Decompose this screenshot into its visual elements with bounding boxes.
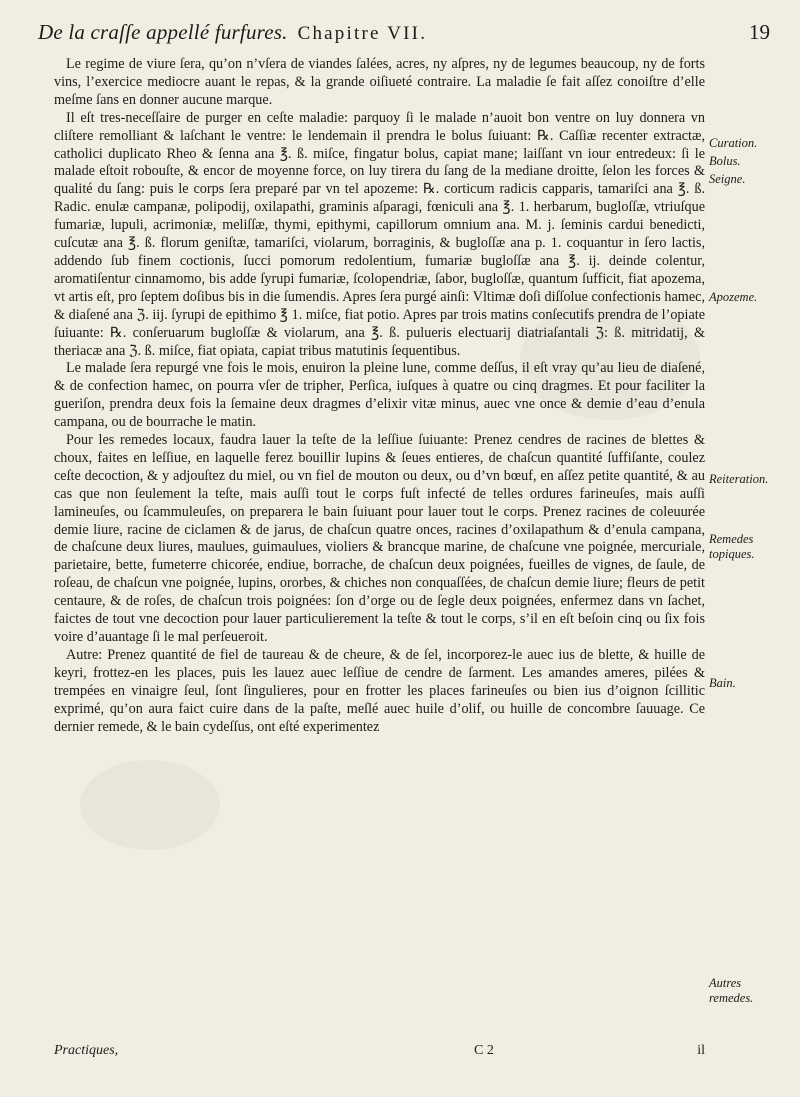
paragraph-other-remedies: Autre: Prenez quantité de fiel de taureau & de cheure, & de ſel, incorporez-le auec ius de blette, & huille de keyri, frottez-en les places, puis les lauez auec leſſiue de cendre de ſarment. Les amandes ameres, pilées & trempées en vinaigre ſeul, ſont ſingulieres, pour en frotter les places farineuſes ou bien ius d’oignon ſcillitic exprimé, qu’on aura faict cuire dans de la paſte, meſlé auec huile d’olif, ou huille de concombre ſauuage. Ce dernier remede, & le bain cydeſſus, ont eſté experimentez [54, 646, 705, 735]
paragraph-regime: Le regime de viure ſera, qu’on n’vſera de viandes ſalées, acres, ny aſpres, ny de legumes beaucoup, ny de forts vins, l’exercice mediocre auant le repas, & la grande oiſiueté contraire. La maladie ſe fait aſſez conoiſtre d’elle meſme ſans en donner aucune marque. [54, 56, 705, 108]
signature-mark: C 2 [474, 1043, 494, 1058]
margin-note-bolus: Bolus. [709, 154, 741, 168]
main-text [54, 56, 705, 736]
chapter-heading: Chapitre VII. [297, 23, 428, 44]
margin-note-apozeme: Apozeme. [709, 290, 758, 304]
margin-note-reiteration: Reiteration. [709, 472, 769, 486]
margin-note-remedes-topiques: Remedes topiques. [709, 532, 755, 561]
page-number: 19 [749, 20, 770, 44]
page-header [30, 12, 780, 46]
page-footer [54, 1043, 705, 1061]
footer-catchword-right: il [697, 1043, 705, 1058]
paragraph-reiteration: Le malade ſera repurgé vne fois le mois, enuiron la pleine lune, comme deſſus, il eſt vray qu’au lieu de diaſené, & de confection hamec, on pourra vſer de tripher, Perſica, iuſques à quatre ou cinq dragmes. Et pour faciliter la gueriſon, prendra deux fois la ſemaine deux dragmes d’elixir vitæ minus, auec vne once & demie d’eau d’enula campana, ou de bourrache le matin. [54, 360, 705, 431]
paper-stain [80, 760, 220, 850]
margin-note-seigne: Seigne. [709, 172, 746, 186]
running-title [38, 20, 427, 45]
running-title-text: De la craſſe appellé furfures. [38, 20, 288, 44]
footer-catchword-left: Practiques, [54, 1043, 119, 1058]
margin-note-bain: Bain. [709, 676, 736, 690]
margin-note-autres-remedes: Autres remedes. [709, 976, 754, 1005]
paragraph-purgation: Il eſt tres-neceſſaire de purger en ceſte maladie: parquoy ſi le malade n’auoit bon ventre on luy donnera vn cliſtere remolliant & laſchant le ventre: le lendemain il prendra le bolus ſuiuant: ℞. Caſſiæ recenter extractæ, catholici duplicato Rheo & ſenna ana ℥. ß. miſce, fingatur bolus, capiat mane; laiſſant vn iour entredeux: ſi le malade eſtoit robouſte, & encor de moyenne force, on luy tirera du ſang de la mediane droitte, ſelon les forces & qualité du ſang: puis le corps ſera preparé par vn tel apozeme: ℞. corticum radicis capparis, tamariſci ana ℥. ß. Radic. enulæ campanæ, polipodij, oxilapathi, graminis aſparagi, fœniculi ana ℥. 1. herbarum, bugloſſæ, vtriuſque fumariæ, lupuli, acrimoniæ, meliſſæ, thymi, epithymi, capillorum omnium ana. M. j. ſeminis cardui benedicti, cuſcutæ ana ℥. ß. florum geniſtæ, tamariſci, violarum, borraginis, & bugloſſæ ana p. 1. coquantur in ſero lactis, addendo ſub finem coctionis, ſucci pomorum redolentium, fumariæ bugloſſæ ana ℥. ij. deinde colentur, aromatiſentur cinnamomo, bis adde ſyrupi fumariæ, ſcolopendriæ, ſabor, bugloſſæ, quantum ſufficit, fiat apozema, vt artis eſt, pro ſeptem doſibus bis in die ſumendis. Apres ſera purgé ainſi: Vltimæ doſi diſſolue confectionis hamec, & diaſené ana ℨ. iij. ſyrupi de epithimo ℥ 1. miſce, fiat potio. Apres par trois matins conſecutifs prendra de l’opiate ſuiuante: ℞. conſeruarum bugloſſæ & violarum, ana ℥. ß. pulueris electuarij diatriaſantali ℨ: ß. mitridatij, & theriacæ ana ℨ. ß. miſce, fiat opiata, capiat tribus matutinis ſequentibus. [54, 109, 705, 359]
paragraph-local-remedies: Pour les remedes locaux, faudra lauer la teſte de la leſſiue ſuiuante: Prenez cendres de racines de blettes & choux, faites en leſſiue, en laquelle ferez bouillir lupins & ſeues entieres, de chaſcun quantité ſuffiſante, coulez ceſte decoction, & y adjouſtez du miel, ou vn fiel de mouton ou deux, ou d’vn bœuf, en aſſez petite quantité, & au cas que non ſeulement la teſte, mais auſſi tout le corps fuſt infecté de telles ordures farineuſes, mais auſſi lamineuſes, ou ſcammuleuſes, on preparera le bain ſuiuant pour lauer tout le corps. Prenez racines de coleuurée demie liure, racine de ciclamen & de jarus, de chaſcun quatre onces, racines d’oxilapathum & d’enula campana, de chaſcune deux liures, maulues, guimaulues, violiers & brancque marine, de chaſcune vne poignée, mercuriale, parietaire, bette, fumeterre chicorée, endiue, borrache, de chaſcun deux poignées, fueilles de vignes, de ſaule, de roſeau, de chaſcun vne poignée, lupins, ororbes, & chiches non conquaſſées, de chaſcun demie liure; fleurs de petit centaure, & de roſes, de chaſcun trois poignées: ſon d’orge ou de ſegle deux poignées, enfermez dans vn ſachet, faictes de tout vne decoction pour lauer particulierement la teſte & tout le corps, s’il en eſt beſoin cinq ou ſix fois voire d’auantage ſi le mal perſeueroit. [54, 432, 705, 645]
margin-note-curation: Curation. [709, 136, 758, 150]
